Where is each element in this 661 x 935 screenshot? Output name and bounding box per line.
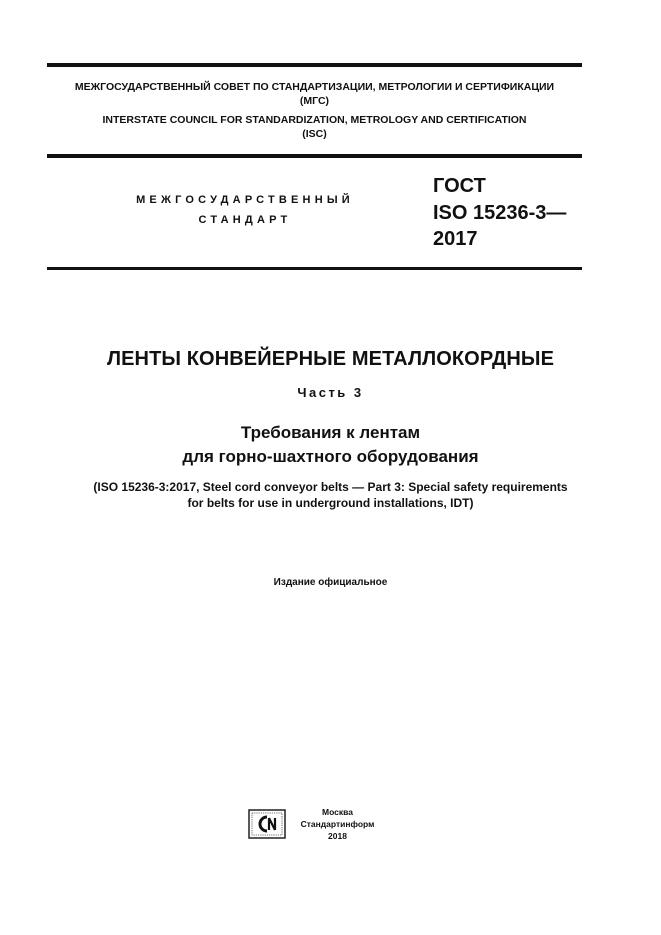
designation-line1: ГОСТ xyxy=(433,175,486,197)
council-abbr-ru: (МГС) xyxy=(299,95,330,107)
standard-label-line2: СТАНДАРТ xyxy=(198,214,292,226)
standard-designation xyxy=(433,173,566,253)
council-name-en-line1: INTERSTATE COUNCIL FOR STANDARDIZATION, METROLOGY AND CERTIFICATION xyxy=(102,114,527,126)
iso-reference-line1: (ISO 15236-3:2017, Steel cord conveyor belts — Part 3: Special safety requirements xyxy=(93,480,568,494)
designation-line2: ISO 15236-3— xyxy=(433,201,567,224)
publisher-city: Москва xyxy=(322,807,353,817)
publisher-name: Стандартинформ xyxy=(300,819,375,829)
standartinform-logo-icon xyxy=(248,809,286,839)
subtitle-line2: для горно-шахтного оборудования xyxy=(182,447,479,466)
part-number: Часть 3 xyxy=(297,385,364,400)
iso-reference-line2: for belts for use in underground installations, IDT) xyxy=(187,496,474,510)
middle-rule xyxy=(47,154,582,158)
top-rule xyxy=(47,63,582,67)
document-title: ЛЕНТЫ КОНВЕЙЕРНЫЕ МЕТАЛЛОКОРДНЫЕ xyxy=(106,348,555,370)
designation-line3: 2017 xyxy=(433,228,478,250)
council-name-ru-line1: МЕЖГОСУДАРСТВЕННЫЙ СОВЕТ ПО СТАНДАРТИЗАЦИИ, МЕТРОЛОГИИ И СЕРТИФИКАЦИИ xyxy=(74,81,555,93)
edition-label: Издание официальное xyxy=(273,577,388,588)
publisher-block xyxy=(290,806,385,842)
iso-reference xyxy=(0,479,661,511)
bottom-rule xyxy=(47,267,582,270)
council-name-ru xyxy=(47,80,582,108)
council-abbr-en: (ISC) xyxy=(302,128,327,140)
document-subtitle xyxy=(0,421,661,469)
council-name-en xyxy=(47,113,582,141)
standard-label-line1: МЕЖГОСУДАРСТВЕННЫЙ xyxy=(136,194,354,206)
publication-year: 2018 xyxy=(328,831,347,841)
subtitle-line1: Требования к лентам xyxy=(240,423,421,442)
